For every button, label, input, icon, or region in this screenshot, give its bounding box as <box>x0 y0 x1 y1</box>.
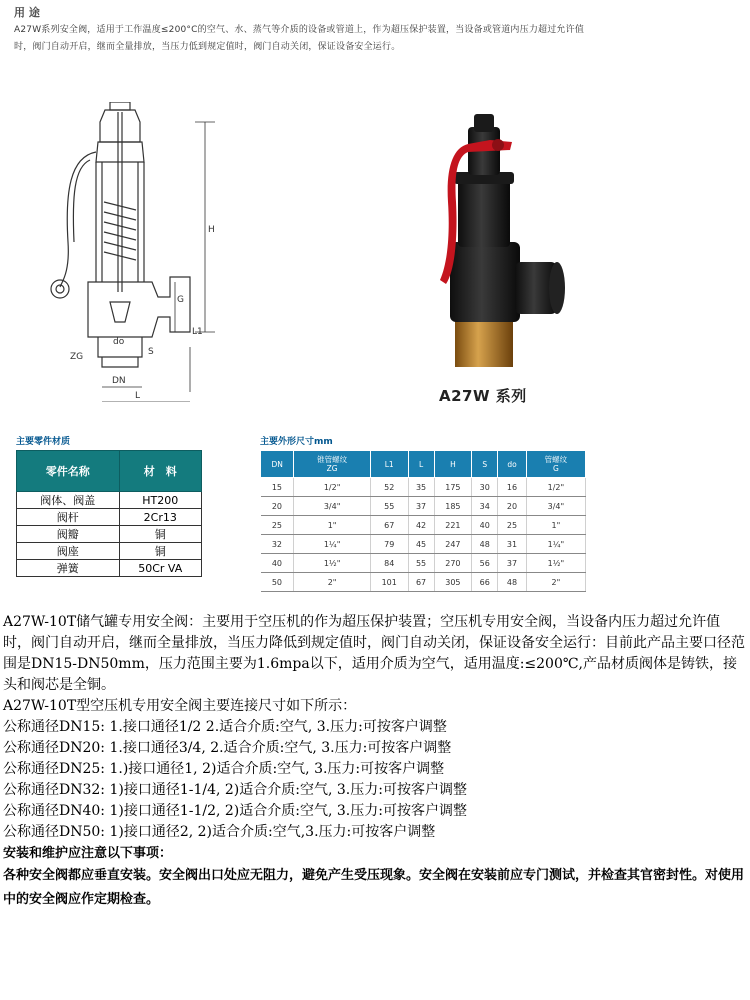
label-g: G <box>177 295 184 305</box>
dim-header: L1 <box>370 451 408 478</box>
cell: HT200 <box>119 492 201 509</box>
cell: 84 <box>370 554 408 573</box>
install-text: 各种安全阀都应垂直安装。安全阀出口处应无阻力，避免产生受压现象。安全阀在安装前应专门测试，并检查其官密封性。对使用中的安全阀应作定期检查。 <box>3 868 745 907</box>
description-line: A27W-10T型空压机专用安全阀主要连接尺寸如下所示： <box>3 698 357 714</box>
cell: 阀杆 <box>17 509 120 526</box>
cell: 1½" <box>294 554 371 573</box>
dim-header: S <box>472 451 498 478</box>
cell: 270 <box>434 554 472 573</box>
cell: 1¼" <box>294 535 371 554</box>
dim-header: 锥管螺纹 ZG <box>294 451 371 478</box>
cell: 25 <box>261 516 294 535</box>
product-description <box>3 612 747 912</box>
cell: 阀体、阀盖 <box>17 492 120 509</box>
cell: 32 <box>261 535 294 554</box>
cell: 阀瓣 <box>17 526 120 543</box>
cell: 16 <box>498 478 527 497</box>
cell: 30 <box>472 478 498 497</box>
table-row <box>261 535 586 554</box>
cell: 20 <box>498 497 527 516</box>
label-h: H <box>208 225 215 235</box>
cell: 52 <box>370 478 408 497</box>
materials-header-part: 零件名称 <box>17 451 120 492</box>
valve-section-drawing <box>40 102 240 402</box>
install-title: 安装和维护应注意以下事项： <box>3 846 173 861</box>
dim-header: L <box>408 451 434 478</box>
dim-header: DN <box>261 451 294 478</box>
cell: 55 <box>370 497 408 516</box>
cell: 55 <box>408 554 434 573</box>
description-line: 公称通径DN32: 1)接口通径1-1/4, 2)适合介质:空气, 3.压力:可按客户调整 <box>3 782 467 798</box>
cell: 2" <box>294 573 371 592</box>
label-l: L <box>135 391 141 401</box>
table-row <box>261 573 586 592</box>
cell: 34 <box>472 497 498 516</box>
description-line: 公称通径DN25: 1.)接口通径1, 2)适合介质:空气, 3.压力:可按客户调整 <box>3 761 445 777</box>
cell: 45 <box>408 535 434 554</box>
dim-header: do <box>498 451 527 478</box>
label-do: do <box>113 337 125 347</box>
table-row <box>17 509 202 526</box>
table-row <box>261 497 586 516</box>
cell: 48 <box>498 573 527 592</box>
dimensions-table <box>260 450 586 592</box>
cell: 1/2" <box>294 478 371 497</box>
cell: 1¼" <box>526 535 585 554</box>
cell: 247 <box>434 535 472 554</box>
dimensions-body <box>261 478 586 592</box>
cell: 20 <box>261 497 294 516</box>
cell: 66 <box>472 573 498 592</box>
valve-product-photo <box>420 112 580 382</box>
label-s: S <box>148 347 154 357</box>
cell: 50Cr VA <box>119 560 201 577</box>
table-row <box>17 492 202 509</box>
cell: 40 <box>472 516 498 535</box>
table-row <box>261 516 586 535</box>
dim-header: H <box>434 451 472 478</box>
description-line: 公称通径DN50: 1)接口通径2, 2)适合介质:空气,3.压力:可按客户调整 <box>3 824 436 840</box>
description-intro: A27W-10T储气罐专用安全阀：主要用于空压机的作为超压保护装置；空压机专用安全阀，当设备内压力超过允许值时，阀门自动开启，继而全量排放，当压力降低到规定值时，阀门自动关闭，保证设备安全运行：目前此产品主要口径范围是DN15-DN50mm，压力范围主要为1.6mpa以下，适用介质为空气，适用温度:≤200℃,产品材质阀体是铸铁，接头和阀芯是全铜。 <box>3 614 745 693</box>
cell: 50 <box>261 573 294 592</box>
cell: 25 <box>498 516 527 535</box>
dim-header: 管螺纹 G <box>526 451 585 478</box>
description-line: 公称通径DN20: 1.接口通径3/4, 2.适合介质:空气, 3.压力:可按客户调整 <box>3 740 452 756</box>
label-l1: L1 <box>192 327 203 337</box>
cell: 37 <box>498 554 527 573</box>
usage-title: 用 途 <box>14 6 40 19</box>
cell: 1" <box>294 516 371 535</box>
cell: 175 <box>434 478 472 497</box>
label-zg: ZG <box>70 352 84 362</box>
cell: 101 <box>370 573 408 592</box>
materials-table <box>16 450 202 577</box>
materials-title: 主要零件材质 <box>16 437 71 447</box>
usage-text: A27W系列安全阀，适用于工作温度≤200°C的空气、水、蒸气等介质的设备或管道上，作为超压保护装置，当设备或管道内压力超过允许值时，阀门自动开启，继而全量排放，当压力低到规定值时，阀门自动关闭，保证设备安全运行。 <box>14 25 585 52</box>
cell: 1/2" <box>526 478 585 497</box>
cell: 37 <box>408 497 434 516</box>
cell: 305 <box>434 573 472 592</box>
cell: 15 <box>261 478 294 497</box>
label-dn: DN <box>112 376 126 386</box>
cell: 48 <box>472 535 498 554</box>
cell: 1" <box>526 516 585 535</box>
materials-header-material: 材 料 <box>119 451 201 492</box>
cell: 40 <box>261 554 294 573</box>
cell: 1½" <box>526 554 585 573</box>
cell: 31 <box>498 535 527 554</box>
table-row <box>261 554 586 573</box>
cell: 56 <box>472 554 498 573</box>
description-line: 公称通径DN15: 1.接口通径1/2 2.适合介质:空气, 3.压力:可按客户调整 <box>3 719 447 735</box>
cell: 3/4" <box>294 497 371 516</box>
cell: 2" <box>526 573 585 592</box>
cell: 2Cr13 <box>119 509 201 526</box>
table-row <box>261 478 586 497</box>
table-row <box>17 560 202 577</box>
cell: 67 <box>408 573 434 592</box>
cell: 79 <box>370 535 408 554</box>
product-panel <box>0 0 600 598</box>
product-caption: A27W 系列 <box>439 387 527 405</box>
cell: 阀座 <box>17 543 120 560</box>
table-row <box>17 526 202 543</box>
description-line: 公称通径DN40: 1)接口通径1-1/2, 2)适合介质:空气, 3.压力:可按客户调整 <box>3 803 467 819</box>
cell: 42 <box>408 516 434 535</box>
cell: 67 <box>370 516 408 535</box>
cell: 3/4" <box>526 497 585 516</box>
cell: 185 <box>434 497 472 516</box>
cell: 铜 <box>119 526 201 543</box>
cell: 35 <box>408 478 434 497</box>
table-row <box>17 543 202 560</box>
cell: 221 <box>434 516 472 535</box>
dimensions-title: 主要外形尺寸mm <box>260 437 333 447</box>
cell: 弹簧 <box>17 560 120 577</box>
cell: 铜 <box>119 543 201 560</box>
